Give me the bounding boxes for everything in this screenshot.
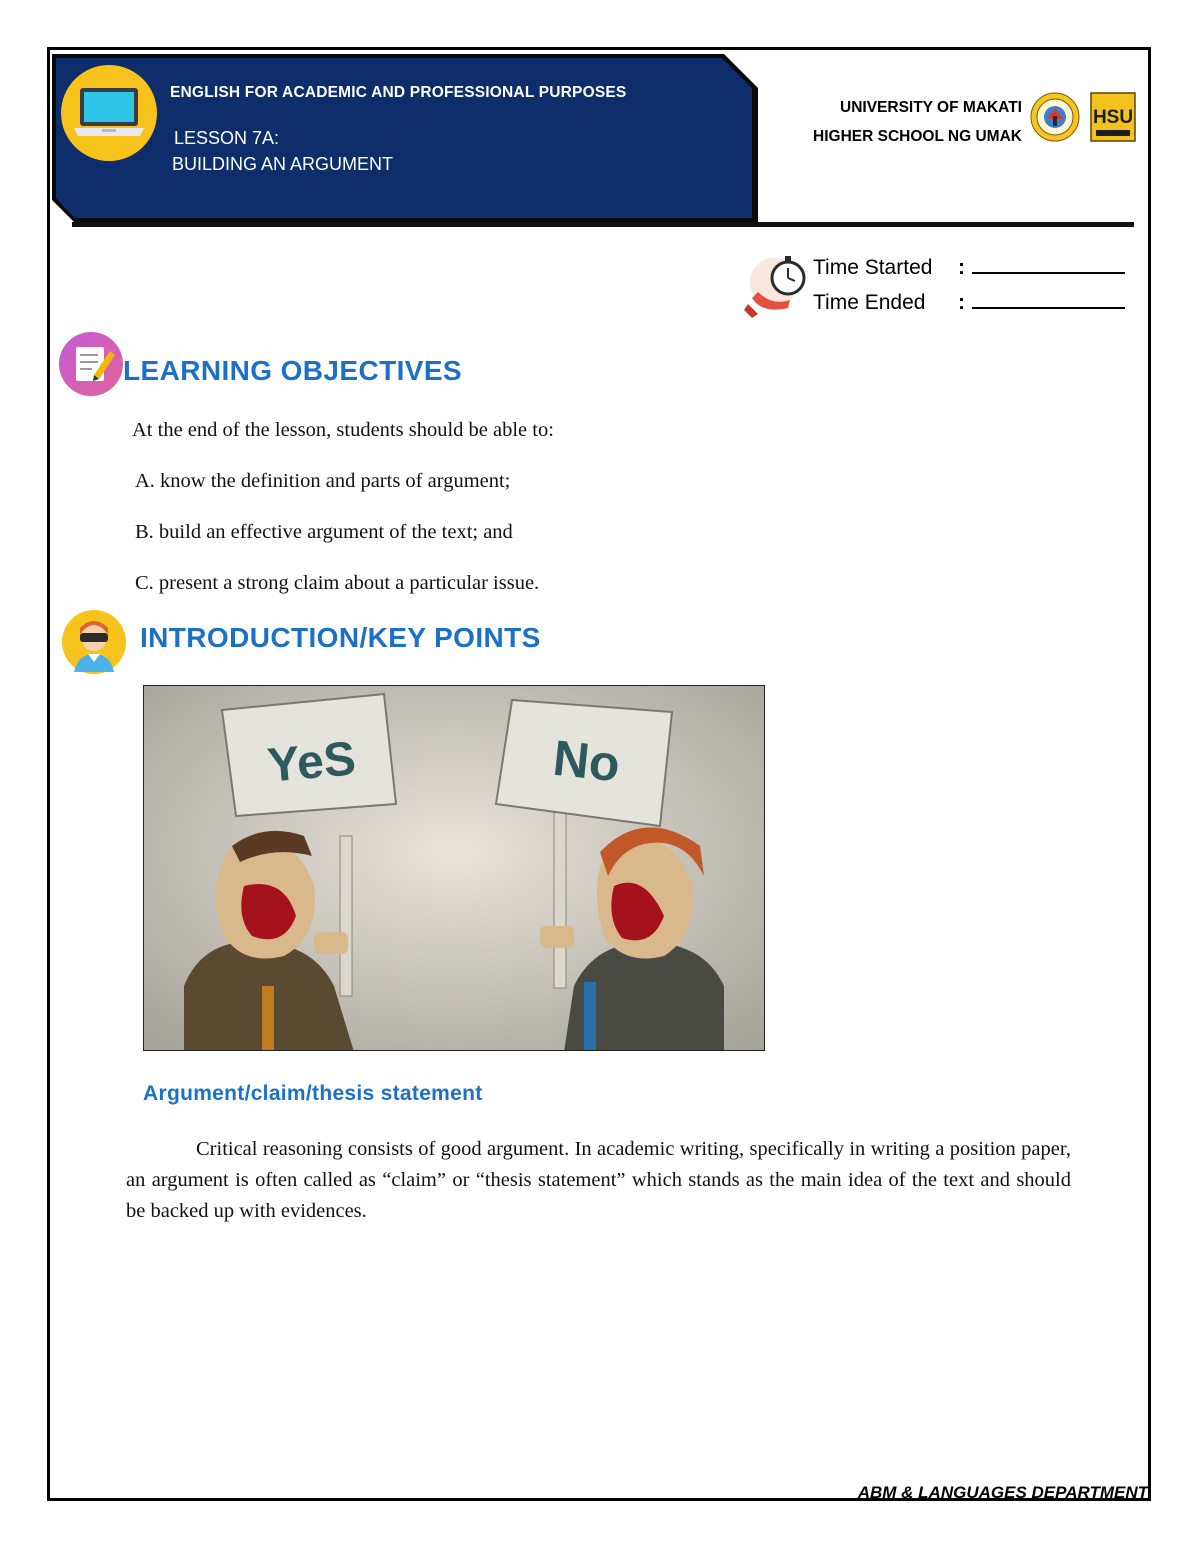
university-name: UNIVERSITY OF MAKATI: [840, 99, 1022, 116]
objective-item: B. build an effective argument of the text; and: [135, 521, 513, 543]
argument-paragraph-text: Critical reasoning consists of good argument. In academic writing, specifically in writing a position paper, an argument is often called as “claim” or “thesis statement” which stands as the main idea of the text and should be backed up with evidences.: [126, 1138, 1071, 1222]
institution-block: [813, 93, 1022, 151]
time-ended-label: Time Ended: [813, 291, 926, 314]
time-ended-field[interactable]: [972, 289, 1125, 309]
time-started-colon: :: [958, 256, 965, 279]
right-sign-text: No: [550, 729, 623, 793]
lesson-number: LESSON 7A:: [174, 128, 280, 148]
time-started-row: [813, 254, 1125, 280]
stopwatch-icon: [744, 248, 812, 318]
time-started-field[interactable]: [972, 254, 1125, 274]
time-ended-row: [813, 289, 1125, 315]
course-title: ENGLISH FOR ACADEMIC AND PROFESSIONAL PURPOSES: [170, 84, 627, 101]
argument-subheading: Argument/claim/thesis statement: [143, 1082, 483, 1105]
argument-paragraph: [126, 1134, 1071, 1227]
left-sign-text: YeS: [265, 732, 358, 793]
laptop-icon: [60, 64, 158, 162]
introduction-heading: INTRODUCTION/KEY POINTS: [140, 622, 541, 653]
header-divider: [72, 222, 1134, 227]
department-footer: ABM & LANGUAGES DEPARTMENT: [857, 1483, 1148, 1502]
notepad-icon: [58, 331, 124, 397]
hsu-logo: [1090, 92, 1136, 142]
school-name: HIGHER SCHOOL NG UMAK: [813, 128, 1022, 145]
learning-objectives-heading: LEARNING OBJECTIVES: [123, 355, 462, 386]
objective-item: A. know the definition and parts of argument;: [135, 470, 511, 492]
yes-no-illustration: [143, 685, 765, 1051]
objectives-intro: At the end of the lesson, students should be able to:: [132, 419, 554, 441]
hsu-logo-text: HSU: [1092, 107, 1134, 128]
objective-item: C. present a strong claim about a particular issue.: [135, 572, 540, 594]
time-started-label: Time Started: [813, 256, 933, 279]
lesson-title: BUILDING AN ARGUMENT: [172, 154, 394, 174]
student-vr-icon: [58, 606, 124, 672]
time-ended-colon: :: [958, 291, 965, 314]
university-seal-icon: [1030, 92, 1080, 142]
